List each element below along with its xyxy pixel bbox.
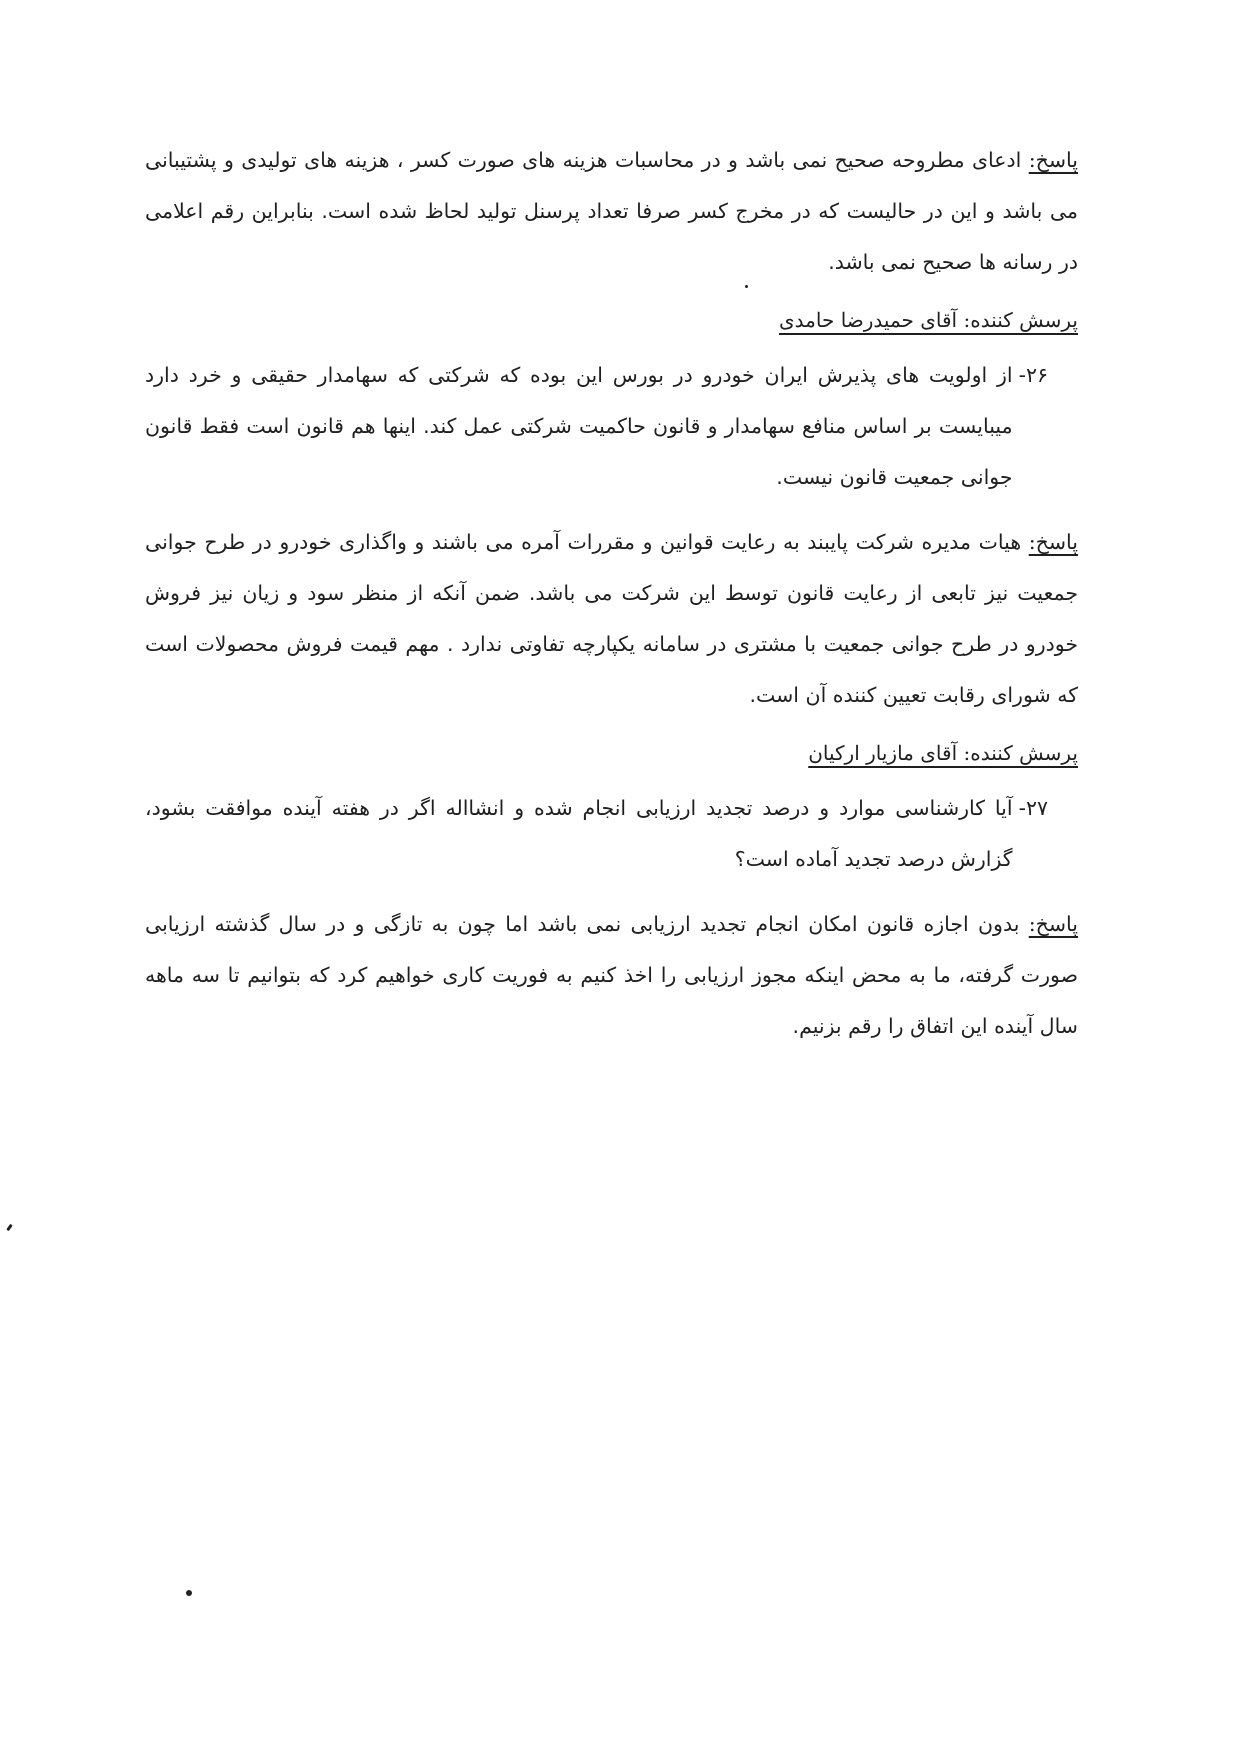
asker-name: پرسش کننده: آقای مازیار ارکیان	[808, 741, 1078, 765]
answer-paragraph-1	[145, 135, 1078, 288]
question-text: از اولویت های پذیرش ایران خودرو در بورس این بوده که شرکتی که سهامدار حقیقی و خرد دارد میبایست بر اساس منافع سهامدار و قانون حاکمیت شرکتی عمل کند. اینها هم قانون است فقط قانون جوانی جمعیت قانون نیست.	[145, 363, 1013, 489]
answer-text: ادعای مطروحه صحیح نمی باشد و در محاسبات هزینه های صورت کسر ، هزینه های تولیدی و پشتیبانی می باشد و این در حالیست که در مخرج کسر صرفا تعداد پرسنل تولید لحاظ شده است. بنابراین رقم اعلامی در رسانه ها صحیح نمی باشد.	[145, 148, 1078, 274]
question-26	[145, 350, 1048, 503]
answer-label: پاسخ:	[1028, 148, 1078, 172]
scan-speck	[186, 1590, 192, 1596]
answer-text: بدون اجازه قانون امکان انجام تجدید ارزیابی نمی باشد اما چون به تازگی و در سال گذشته ارزیابی صورت گرفته، ما به محض اینکه مجوز ارزیابی را اخذ کنیم به فوریت کاری خواهیم کرد که بتوانیم تا سه ماهه سال آینده این اتفاق را رقم بزنیم.	[145, 912, 1078, 1038]
answer-label: پاسخ:	[1028, 530, 1078, 554]
question-number: ۲۶-	[1018, 363, 1048, 387]
question-27	[145, 783, 1048, 885]
answer-text: هیات مدیره شرکت پایبند به رعایت قوانین و مقررات آمره می باشند و واگذاری خودرو در طرح جوانی جمعیت نیز تابعی از رعایت قانون توسط این شرکت می باشد. ضمن آنکه از منظر سود و زیان نیز فروش خودرو در طرح جوانی جمعیت با مشتری در سامانه یکپارچه تفاوتی ندارد . مهم قیمت فروش محصولات است که شورای رقابت تعیین کننده آن است.	[145, 530, 1078, 707]
question-text: آیا کارشناسی موارد و درصد تجدید ارزیابی انجام شده و انشااله اگر در هفته آینده موافقت بشود، گزارش درصد تجدید آماده است؟	[145, 796, 1013, 871]
scan-speck	[745, 285, 748, 288]
answer-label: پاسخ:	[1028, 912, 1078, 936]
asker-line-2	[145, 733, 1078, 773]
asker-line-1	[145, 300, 1078, 340]
document-body	[145, 135, 1078, 1052]
asker-name: پرسش کننده: آقای حمیدرضا حامدی	[779, 308, 1078, 332]
scan-speck	[6, 1224, 12, 1231]
question-number: ۲۷-	[1018, 796, 1048, 820]
answer-paragraph-2	[145, 517, 1078, 721]
answer-paragraph-3	[145, 899, 1078, 1052]
